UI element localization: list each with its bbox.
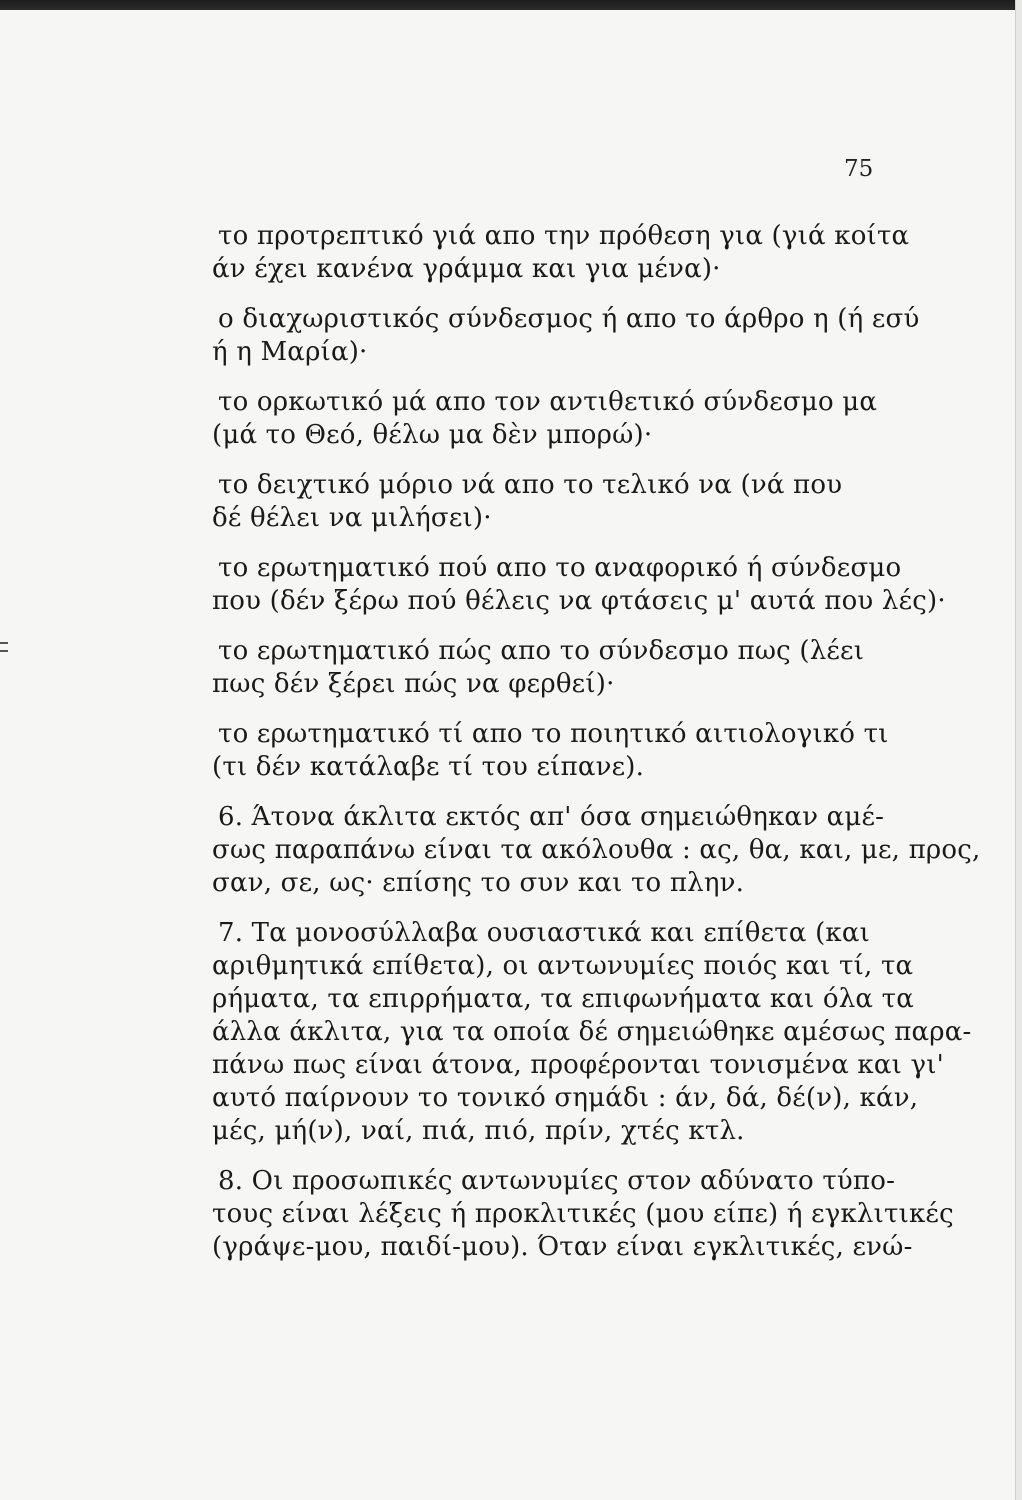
paragraph-deictic: [212, 469, 878, 535]
text-line: άλλα άκλιτα, για τα οποία δέ σημειώθηκε αμέσως παρα-: [212, 1017, 972, 1047]
paragraph-8: [212, 1165, 954, 1264]
text-line: αυτό παίρνουν το τονικό σημάδι : άν, δά, δέ(ν), κάν,: [212, 1083, 919, 1113]
margin-mark: [0, 642, 8, 652]
text-line: σαν, σε, ως· επίσης το συν και το πλην.: [212, 868, 745, 898]
paragraph-7: [212, 917, 972, 1148]
text-line: (γράψε-μου, παιδί-μου). Όταν είναι εγκλιτικές, ενώ-: [212, 1232, 913, 1262]
text-line: άν έχει κανένα γράμμα και για μένα)·: [212, 254, 721, 284]
text-line: 7. Τα μονοσύλλαβα ουσιαστικά και επίθετα (και: [218, 918, 871, 948]
text-line: 6. Άτονα άκλιτα εκτός απ' όσα σημειώθηκαν αμέ-: [218, 802, 885, 832]
text-line: το ερωτηματικό τί απο το ποιητικό αιτιολογικό τι: [218, 719, 889, 749]
paragraph-oath: [212, 386, 878, 452]
text-line: που (δέν ξέρω πού θέλεις να φτάσεις μ' αυτά που λές)·: [212, 586, 946, 616]
text-line: το ερωτηματικό πού απο το αναφορικό ή σύνδεσμο: [218, 553, 902, 583]
text-line: πάνω πως είναι άτονα, προφέρονται τονισμένα και γι': [212, 1050, 944, 1080]
text-line: το ερωτηματικό πώς απο το σύνδεσμο πως (λέει: [218, 636, 865, 666]
text-line: μές, μή(ν), ναί, πιά, πιό, πρίν, χτές κτλ.: [212, 1116, 745, 1146]
text-line: ή η Μαρία)·: [212, 337, 368, 367]
book-page: [0, 10, 1016, 1500]
text-line: αριθμητικά επίθετα), οι αντωνυμίες ποιός και τί, τα: [212, 951, 914, 981]
paragraph-interrogative-pou: [212, 552, 946, 618]
text-line: (μά το Θεό, θέλω μα δὲν μπορώ)·: [212, 420, 653, 450]
text-line: πως δέν ξέρει πώς να φερθεί)·: [212, 669, 615, 699]
text-line: τους είναι λέξεις ή προκλιτικές (μου είπε) ή εγκλιτικές: [212, 1199, 954, 1229]
body-text: [212, 220, 981, 1281]
scan-right-edge: [1015, 0, 1022, 1500]
text-line: (τι δέν κατάλαβε τί του είπανε).: [212, 752, 645, 782]
paragraph-interrogative-pos: [212, 635, 878, 701]
text-line: σως παραπάνω είναι τα ακόλουθα : ας, θα, και, με, προς,: [212, 835, 981, 865]
paragraph-6: [212, 801, 981, 900]
text-line: ο διαχωριστικός σύνδεσμος ή απο το άρθρο η (ή εσύ: [218, 304, 920, 334]
paragraph-protreptic: [212, 220, 910, 286]
text-line: το δειχτικό μόριο νά απο το τελικό να (νά που: [218, 470, 843, 500]
paragraph-disjunctive: [212, 303, 920, 369]
text-line: ρήματα, τα επιρρήματα, τα επιφωνήματα και όλα τα: [212, 984, 914, 1014]
paragraph-interrogative-ti: [212, 718, 889, 784]
text-line: το προτρεπτικό γιά απο την πρόθεση για (γιά κοίτα: [218, 221, 910, 251]
page-number: 75: [844, 156, 874, 182]
text-line: το ορκωτικό μά απο τον αντιθετικό σύνδεσμο μα: [218, 387, 878, 417]
text-line: 8. Οι προσωπικές αντωνυμίες στον αδύνατο τύπο-: [218, 1166, 896, 1196]
text-line: δέ θέλει να μιλήσει)·: [212, 503, 492, 533]
